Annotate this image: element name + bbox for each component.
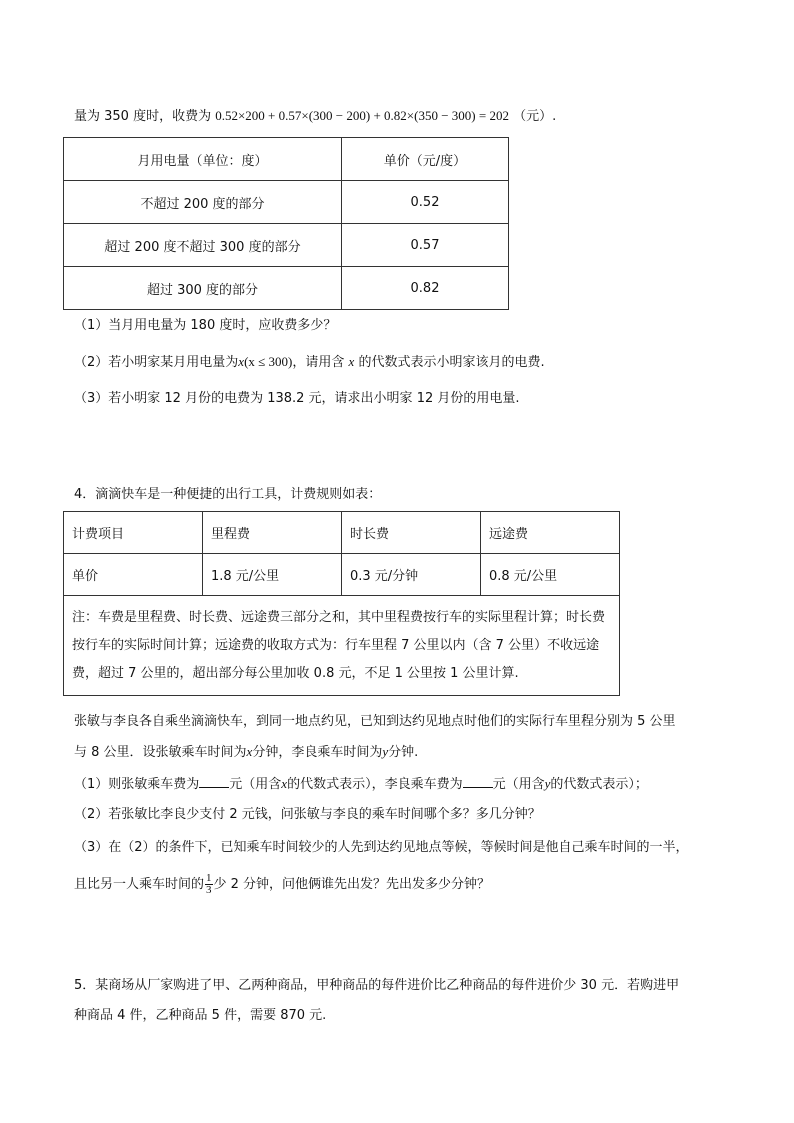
table-cell: 1.8 元/公里 bbox=[202, 554, 341, 596]
table-row bbox=[64, 554, 620, 596]
q4-s1-d: 元（用含 bbox=[492, 777, 545, 792]
table-row bbox=[64, 224, 509, 267]
intro-prefix: 量为 350 度时，收费为 bbox=[74, 109, 212, 124]
question4-para2 bbox=[74, 742, 418, 763]
fare-rules-table bbox=[63, 511, 620, 696]
s3-line2-prefix: 且比另一人乘车时间的 bbox=[74, 877, 205, 892]
table-header-cell: 单价（元/度） bbox=[342, 138, 509, 181]
table-cell: 不超过 200 度的部分 bbox=[64, 181, 342, 224]
answer-blank bbox=[199, 774, 229, 788]
answer-blank bbox=[463, 774, 493, 788]
question4-part1 bbox=[74, 774, 648, 795]
intro-suffix: （元）. bbox=[513, 109, 557, 124]
question4-para1: 张敏与李良各自乘坐滴滴快车，到同一地点约见，已知到达约见地点时他们的实际行车里程分别为 5 公里 bbox=[74, 714, 676, 729]
variable-x: x bbox=[238, 354, 245, 369]
electricity-price-table bbox=[63, 137, 509, 310]
question4-part3-line2 bbox=[74, 873, 490, 896]
table-header-cell: 月用电量（单位：度） bbox=[64, 138, 342, 181]
table-header-cell: 远途费 bbox=[480, 512, 619, 554]
table-cell: 单价 bbox=[64, 554, 203, 596]
q4-s1-c: 的代数式表示），李良乘车费为 bbox=[287, 777, 463, 792]
table-cell: 超过 200 度不超过 300 度的部分 bbox=[64, 224, 342, 267]
table-cell: 0.8 元/公里 bbox=[480, 554, 619, 596]
q3-s2-condition: (x ≤ 300) bbox=[244, 354, 293, 369]
variable-x: x bbox=[348, 354, 355, 369]
q4-s1-a: （1）则张敏乘车费为 bbox=[74, 777, 200, 792]
fraction-numerator: 1 bbox=[206, 872, 212, 884]
variable-y: y bbox=[544, 776, 551, 791]
question5-line2: 种商品 4 件，乙种商品 5 件，需要 870 元. bbox=[74, 1008, 327, 1023]
table-header-cell: 计费项目 bbox=[64, 512, 203, 554]
q4-s1-b: 元（用含 bbox=[229, 777, 282, 792]
intro-line bbox=[74, 106, 556, 127]
question4-part2: （2）若张敏比李良少支付 2 元钱，问张敏与李良的乘车时间哪个多？多几分钟？ bbox=[74, 807, 541, 822]
table-header-row bbox=[64, 512, 620, 554]
variable-x: x bbox=[246, 744, 253, 759]
table-header-cell: 里程费 bbox=[202, 512, 341, 554]
question3-part1: （1）当月用电量为 180 度时，应收费多少？ bbox=[74, 318, 337, 333]
question5-line1: 5．某商场从厂家购进了甲、乙两种商品，甲种商品的每件进价比乙种商品的每件进价少 30 元．若购进甲 bbox=[74, 978, 680, 993]
table-header-cell: 时长费 bbox=[341, 512, 480, 554]
table-row bbox=[64, 181, 509, 224]
intro-expression: 0.52×200 + 0.57×(300 − 200) + 0.82×(350 − 300) = 202 bbox=[215, 108, 509, 123]
fraction-one-third bbox=[205, 873, 213, 896]
fraction-denominator: 3 bbox=[206, 884, 212, 896]
question3-part2 bbox=[74, 352, 545, 373]
variable-y: y bbox=[382, 744, 389, 759]
table-cell: 超过 300 度的部分 bbox=[64, 267, 342, 310]
para2-prefix: 与 8 公里．设张敏乘车时间为 bbox=[74, 745, 247, 760]
para2-suffix: 分钟. bbox=[388, 745, 419, 760]
question4-part3-line1: （3）在（2）的条件下，已知乘车时间较少的人先到达约见地点等候，等候时间是他自己乘车时间的一半， bbox=[74, 840, 689, 855]
q3-s2-suffix: 的代数式表示小明家该月的电费. bbox=[358, 355, 545, 370]
table-cell: 0.57 bbox=[342, 224, 509, 267]
question3-part3: （3）若小明家 12 月份的电费为 138.2 元，请求出小明家 12 月份的用电量. bbox=[74, 391, 520, 406]
s3-line2-suffix: 少 2 分钟，问他俩谁先出发？先出发多少分钟？ bbox=[213, 877, 491, 892]
q3-s2-mid: ，请用含 bbox=[292, 355, 345, 370]
question4-title: 4．滴滴快车是一种便捷的出行工具，计费规则如表： bbox=[74, 487, 382, 502]
para2-mid: 分钟，李良乘车时间为 bbox=[252, 745, 383, 760]
q4-s1-e: 的代数式表示）； bbox=[550, 777, 648, 792]
table-header-row bbox=[64, 138, 509, 181]
table-note: 注：车费是里程费、时长费、远途费三部分之和，其中里程费按行车的实际里程计算；时长费按行车的实际时间计算；远途费的收取方式为：行车里程 7 公里以内（含 7 公里）不收远途费，超过 7 公里的，超出部分每公里加收 0.8 元，不足 1 公里按 1 公里计算. bbox=[64, 596, 620, 696]
table-cell: 0.3 元/分钟 bbox=[341, 554, 480, 596]
table-cell: 0.52 bbox=[342, 181, 509, 224]
table-row bbox=[64, 267, 509, 310]
table-cell: 0.82 bbox=[342, 267, 509, 310]
table-note-row bbox=[64, 596, 620, 696]
q3-s2-prefix: （2）若小明家某月用电量为 bbox=[74, 355, 239, 370]
variable-x: x bbox=[281, 776, 288, 791]
